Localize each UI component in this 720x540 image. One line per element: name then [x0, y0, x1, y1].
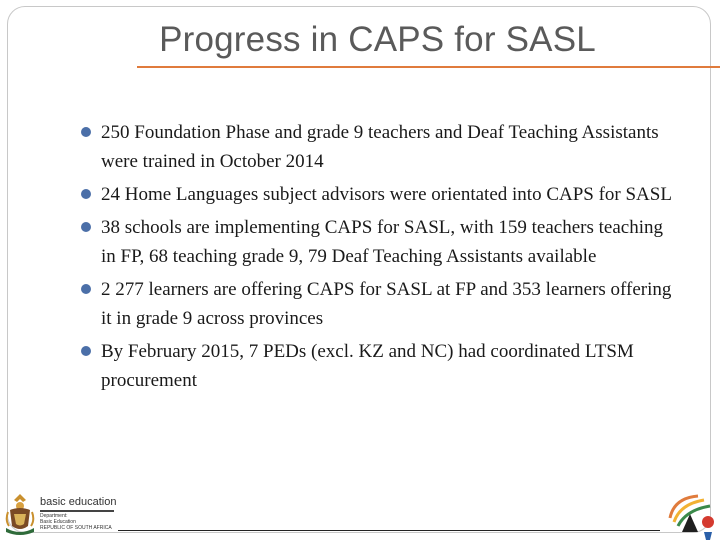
bullet-dot-icon	[81, 189, 91, 199]
bullet-dot-icon	[81, 222, 91, 232]
bullet-dot-icon	[81, 346, 91, 356]
title-underline	[137, 66, 720, 68]
footer-rule	[118, 530, 660, 531]
bullet-item	[78, 337, 678, 395]
coat-of-arms-icon	[4, 492, 36, 536]
bullet-item	[78, 180, 678, 209]
bullet-text: 2 277 learners are offering CAPS for SASL at FP and 353 learners offering it in grade 9 across provinces	[101, 279, 672, 329]
bullet-list	[78, 118, 678, 399]
brand-divider	[40, 510, 114, 512]
brand-name: basic education	[40, 496, 117, 508]
anniversary-logo-icon	[664, 488, 720, 540]
slide-title: Progress in CAPS for SASL	[159, 20, 596, 59]
bullet-dot-icon	[81, 127, 91, 137]
bullet-text: 38 schools are implementing CAPS for SASL, with 159 teachers teaching in FP, 68 teaching grade 9, 79 Deaf Teaching Assistants available	[101, 217, 663, 267]
dept-line: Department:	[40, 513, 68, 519]
bullet-item	[78, 118, 678, 176]
bullet-text: 24 Home Languages subject advisors were orientated into CAPS for SASL	[101, 184, 672, 205]
bullet-item	[78, 213, 678, 271]
bullet-text: 250 Foundation Phase and grade 9 teachers and Deaf Teaching Assistants were trained in October 2014	[101, 122, 659, 172]
bullet-text: By February 2015, 7 PEDs (excl. KZ and NC) had coordinated LTSM procurement	[101, 341, 634, 391]
dept-line: Basic Education	[40, 519, 76, 525]
department-logo	[2, 492, 118, 538]
dept-line: REPUBLIC OF SOUTH AFRICA	[40, 525, 112, 531]
department-lines	[40, 513, 112, 531]
bullet-item	[78, 275, 678, 333]
bullet-dot-icon	[81, 284, 91, 294]
